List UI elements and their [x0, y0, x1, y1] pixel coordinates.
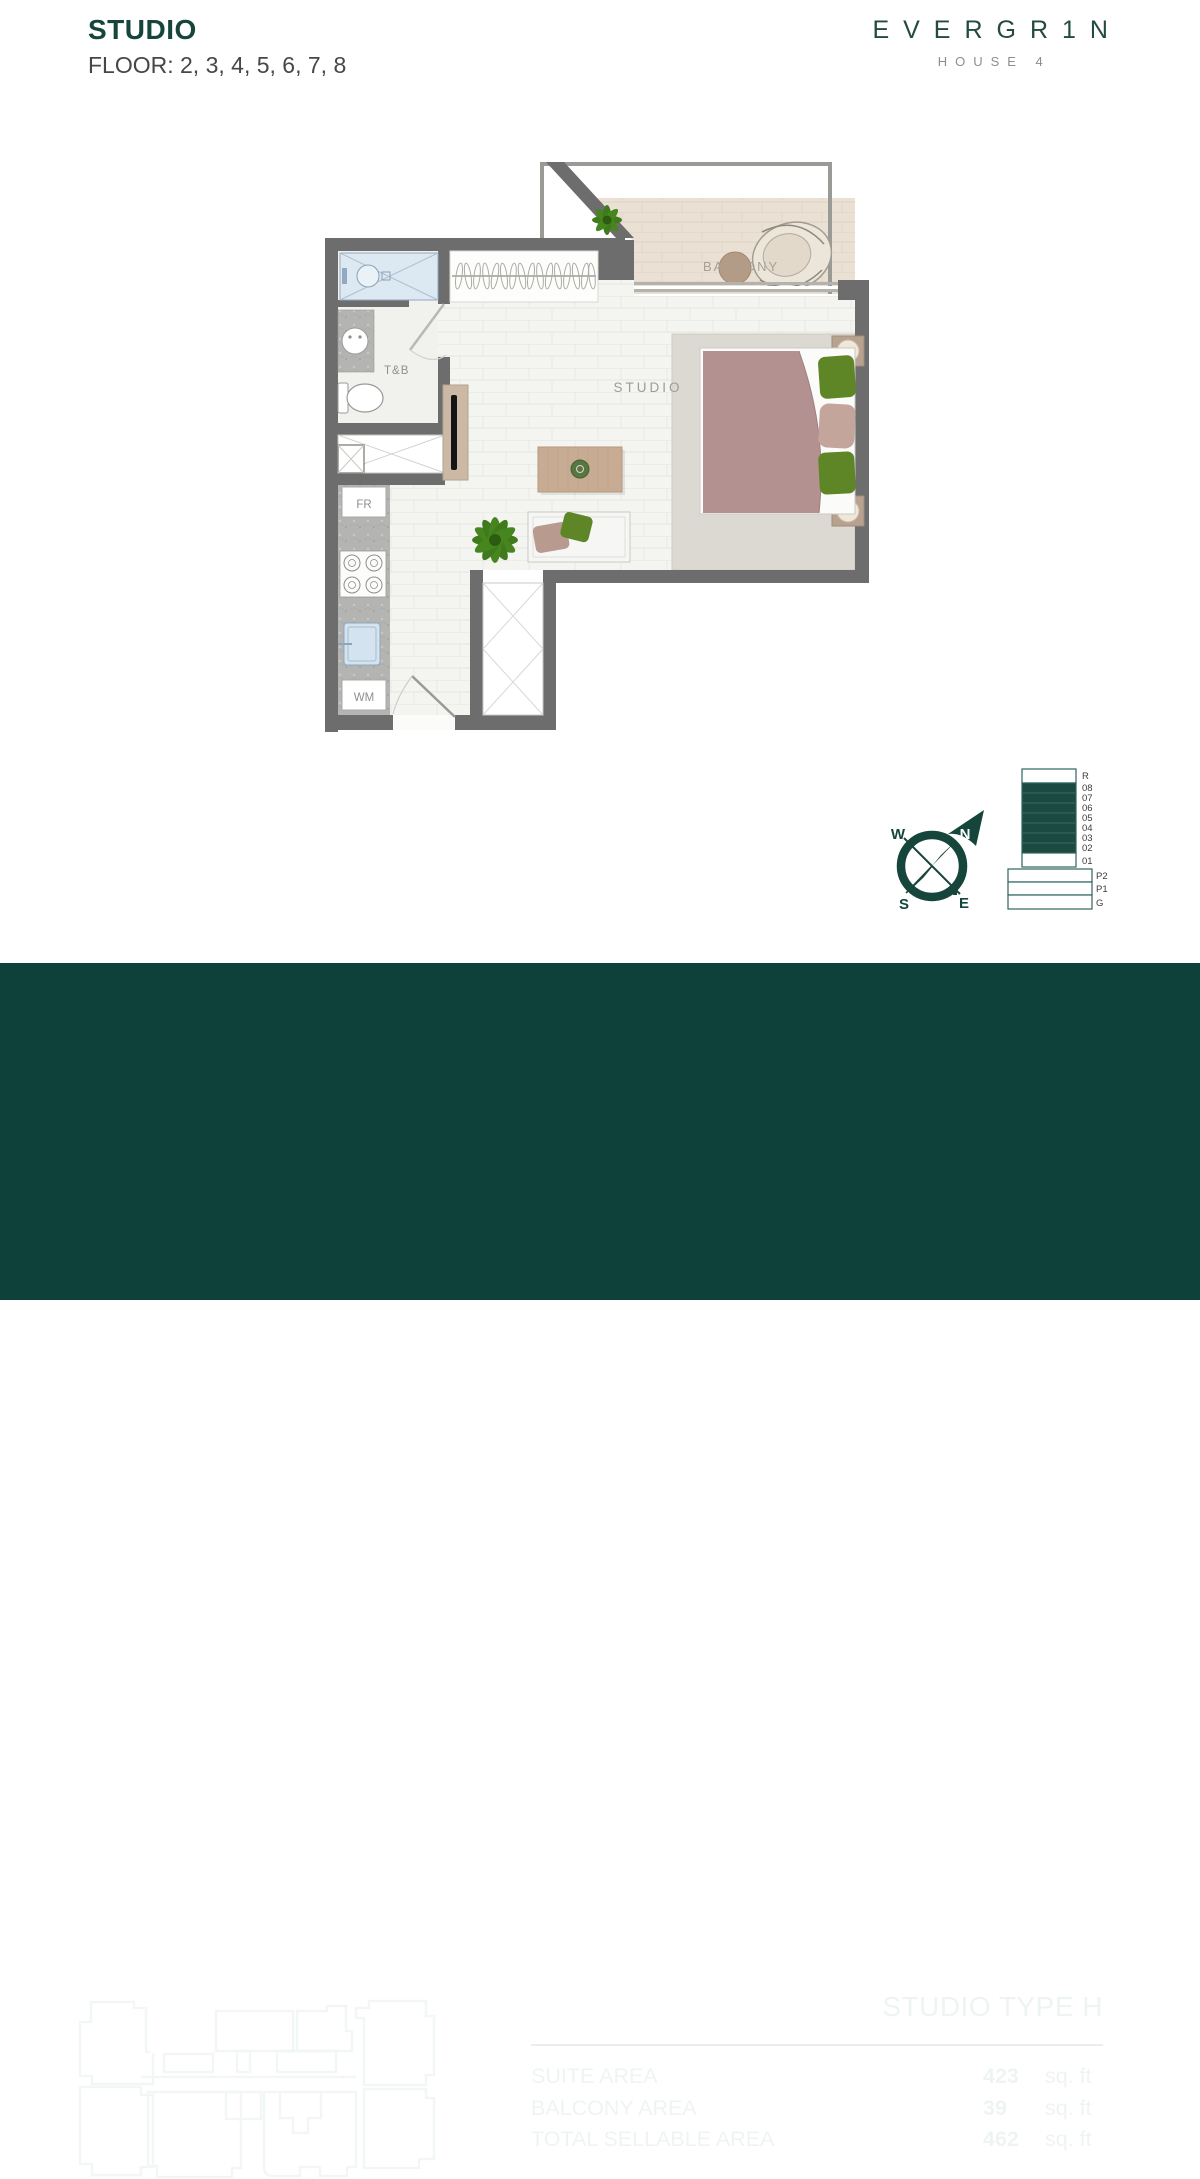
page-title: STUDIO — [88, 14, 197, 45]
stack-label-g: G — [1096, 898, 1104, 909]
stack-label-07: 07 — [1082, 793, 1093, 804]
keyplan-unit-inset — [226, 2092, 261, 2119]
bathroom-sink — [342, 328, 368, 354]
toilet — [338, 383, 383, 413]
compass-w: W — [890, 826, 906, 843]
balcony-label: BALCONY — [703, 259, 780, 274]
total-area-label: TOTAL SELLABLE AREA — [531, 2127, 775, 2151]
balcony-wall-left — [540, 162, 544, 242]
keyplan-unit-righttop-inner — [297, 2006, 352, 2051]
compass-needle-south — [906, 866, 932, 893]
stove — [340, 551, 386, 597]
suite-area-unit: sq. ft — [1045, 2064, 1092, 2088]
stack-floor-06 — [1022, 803, 1076, 813]
stack-floor-p1 — [1008, 882, 1092, 895]
stack-label-p1: P1 — [1096, 884, 1108, 895]
keyplan-unit-bottomcenter-right — [264, 2092, 356, 2176]
suite-area-value: 423 — [983, 2064, 1019, 2088]
summary-rows — [531, 2061, 1103, 2156]
stack-floor-02 — [1022, 843, 1076, 853]
compass-n: N — [959, 826, 971, 843]
keyplan-unit-topleft — [80, 2002, 153, 2084]
balcony-wall-right — [828, 162, 832, 294]
brand-subtitle: HOUSE 4 — [937, 54, 1051, 69]
tv-console — [443, 385, 468, 480]
stack-label-06: 06 — [1082, 803, 1093, 814]
balcony-area-label: BALCONY AREA — [531, 2095, 697, 2120]
floorplan — [322, 152, 882, 742]
compass-icon — [876, 808, 994, 914]
keyplan-unit-bottomleft — [80, 2087, 153, 2175]
stack-label-08: 08 — [1082, 783, 1093, 794]
stack-floor-g — [1008, 895, 1092, 909]
service-shaft-bottom — [483, 583, 543, 715]
balcony-sliding-door — [634, 282, 838, 292]
compass-s: S — [898, 896, 910, 913]
stack-label-05: 05 — [1082, 813, 1093, 824]
bed-blanket — [703, 351, 821, 513]
shower-head — [342, 268, 347, 284]
summary-divider — [531, 2044, 1103, 2046]
summary-row-suite — [531, 2061, 1103, 2093]
floor-list: FLOOR: 2, 3, 4, 5, 6, 7, 8 — [88, 52, 347, 78]
stack-label-02: 02 — [1082, 843, 1093, 854]
keyplan-unit-topright — [356, 2001, 434, 2085]
stack-floor-roof — [1022, 769, 1076, 783]
stack-label-01: 01 — [1082, 856, 1093, 867]
summary-row-balcony — [531, 2093, 1103, 2125]
compass-needle-north — [932, 839, 958, 866]
bath-label: T&B — [384, 365, 410, 377]
total-area-value: 462 — [983, 2127, 1019, 2151]
keyplan-t-notch — [280, 2092, 321, 2133]
stack-label-roof: R — [1082, 771, 1089, 782]
bed — [700, 336, 864, 526]
stack-floor-01 — [1022, 853, 1076, 867]
coffee-table — [538, 447, 625, 495]
keyplan — [66, 1989, 456, 2179]
stack-floor-05 — [1022, 813, 1076, 823]
unit-type-title: STUDIO TYPE H — [882, 1991, 1103, 2022]
tv — [451, 395, 457, 470]
stack-label-04: 04 — [1082, 823, 1093, 834]
keyplan-unit-bottomright — [364, 2089, 434, 2168]
stack-floor-p2 — [1008, 869, 1092, 882]
shower-drain — [357, 265, 379, 287]
fridge-label: FR — [356, 499, 372, 511]
studio-label: STUDIO — [613, 380, 683, 395]
pillow-pink — [818, 403, 856, 449]
total-area-unit: sq. ft — [1045, 2127, 1092, 2151]
suite-area-label: SUITE AREA — [531, 2064, 658, 2088]
table-plant — [571, 460, 589, 478]
building-stack — [1002, 763, 1200, 913]
brand-logo — [872, 16, 1122, 69]
balcony-plant — [592, 205, 622, 235]
balcony-area-value: 39 — [983, 2095, 1007, 2120]
keyplan-unit-tab — [237, 2051, 250, 2072]
keyplan-unit-highlight — [151, 2003, 215, 2072]
stack-label-03: 03 — [1082, 833, 1093, 844]
kitchen-sink — [338, 623, 380, 665]
summary-block — [531, 1991, 1103, 2156]
summary-panel — [0, 963, 1200, 2151]
closet — [450, 251, 598, 302]
pillow-green-top — [818, 355, 857, 399]
stack-floor-04 — [1022, 823, 1076, 833]
balcony-area-unit: sq. ft — [1045, 2095, 1092, 2120]
summary-row-total — [531, 2124, 1103, 2156]
pillow-green-bottom — [818, 451, 856, 495]
kitchen — [338, 485, 390, 715]
balcony-wall-top — [540, 162, 832, 166]
stack-floor-07 — [1022, 793, 1076, 803]
compass-e: E — [958, 895, 970, 912]
brand-name: EVERGR1N — [872, 16, 1122, 44]
keyplan-unit-lowbar — [277, 2051, 336, 2072]
stack-floor-03 — [1022, 833, 1076, 843]
bench — [528, 511, 630, 562]
stack-label-p2: P2 — [1096, 871, 1108, 882]
stack-floor-08 — [1022, 783, 1076, 793]
service-shaft-left — [338, 435, 445, 473]
keyplan-unit-centertop — [216, 2011, 293, 2051]
washer-label: WM — [353, 692, 375, 704]
